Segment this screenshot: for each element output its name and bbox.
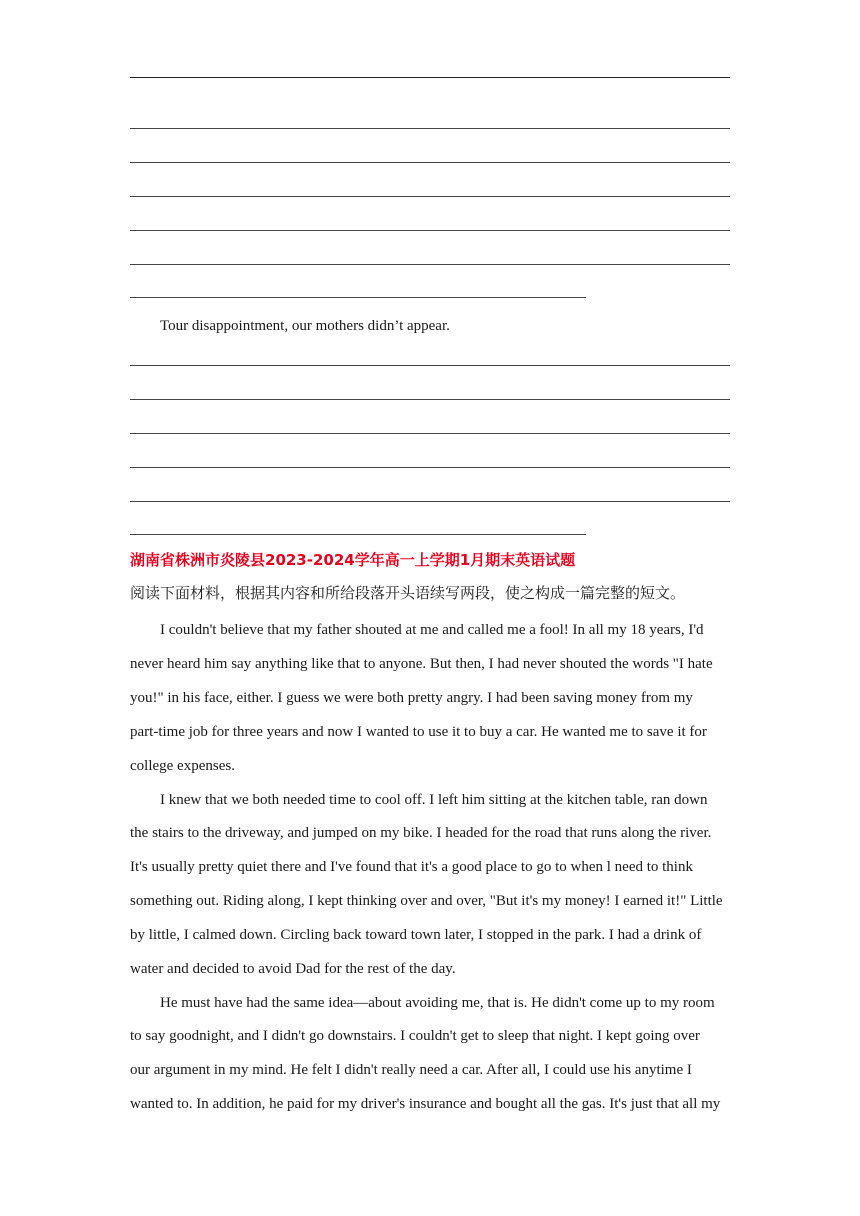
section-title: 湖南省株洲市炎陵县2023-2024学年高一上学期1月期末英语试题 — [130, 551, 576, 569]
writing-line — [130, 534, 586, 535]
writing-line — [130, 297, 586, 298]
passage-line: to say goodnight, and I didn't go downstairs. I couldn't get to sleep that night. I kept going over — [130, 1028, 700, 1044]
passage-line: college expenses. — [130, 758, 235, 774]
writing-line — [130, 128, 730, 129]
writing-line — [130, 162, 730, 163]
writing-line — [130, 365, 730, 366]
passage-line: I couldn't believe that my father shouted at me and called me a fool! In all my 18 years, I'd — [160, 622, 704, 638]
instruction-text: 阅读下面材料，根据其内容和所给段落开头语续写两段，使之构成一篇完整的短文。 — [130, 584, 686, 602]
writing-line — [130, 230, 730, 231]
passage-line: He must have had the same idea—about avoiding me, that is. He didn't come up to my room — [160, 995, 715, 1011]
writing-line — [130, 467, 730, 468]
writing-line — [130, 433, 730, 434]
passage-line: the stairs to the driveway, and jumped on my bike. I headed for the road that runs along the river. — [130, 825, 712, 841]
continuation-prompt: Tour disappointment, our mothers didn’t appear. — [160, 318, 450, 334]
passage-line: you!" in his face, either. I guess we were both pretty angry. I had been saving money from my — [130, 690, 693, 706]
passage-line: never heard him say anything like that to anyone. But then, I had never shouted the words "I hate — [130, 656, 713, 672]
passage-line: something out. Riding along, I kept thinking over and over, "But it's my money! I earned it!" Little — [130, 893, 723, 909]
passage-line: part-time job for three years and now I wanted to use it to buy a car. He wanted me to save it for — [130, 724, 707, 740]
passage-line: It's usually pretty quiet there and I've found that it's a good place to go to when l need to think — [130, 859, 693, 875]
top-divider — [130, 77, 730, 78]
writing-line — [130, 264, 730, 265]
passage-line: wanted to. In addition, he paid for my driver's insurance and bought all the gas. It's just that all my — [130, 1096, 721, 1112]
writing-line — [130, 196, 730, 197]
passage-line: I knew that we both needed time to cool off. I left him sitting at the kitchen table, ran down — [160, 792, 708, 808]
writing-line — [130, 501, 730, 502]
passage-line: our argument in my mind. He felt I didn't really need a car. After all, I could use his anytime I — [130, 1062, 692, 1078]
passage-line: water and decided to avoid Dad for the rest of the day. — [130, 961, 456, 977]
writing-line — [130, 399, 730, 400]
passage-line: by little, I calmed down. Circling back toward town later, I stopped in the park. I had a drink of — [130, 927, 702, 943]
